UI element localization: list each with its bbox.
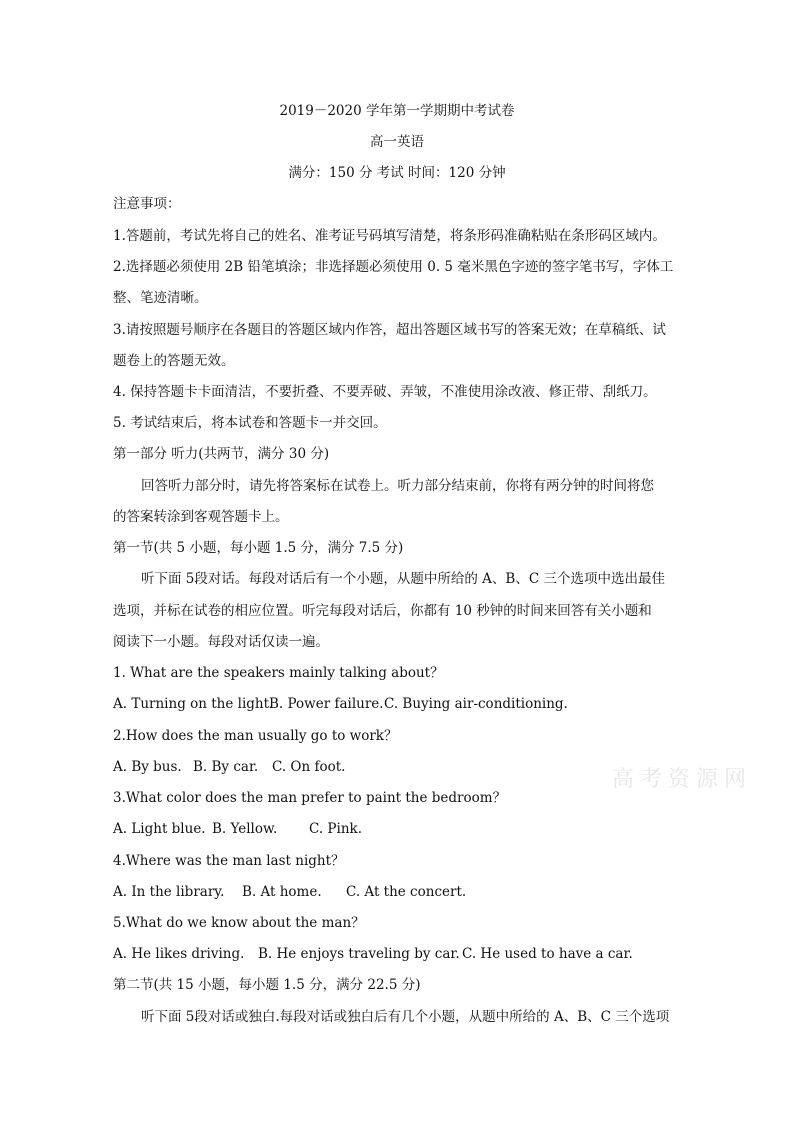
question-1: 1. What are the speakers mainly talking about？ [113, 665, 444, 681]
section1-intro-2: 选项，并标在试卷的相应位置。听完每段对话后，你都有 10 秒钟的时间来回答有关小题和 [113, 603, 652, 619]
option-b: B. Yellow. [212, 821, 278, 837]
section1-intro-3: 阅读下一小题。每段对话仅读一遍。 [113, 634, 329, 650]
exam-subject: 高一英语 [370, 134, 424, 150]
option-b: B. Power failure. [269, 696, 384, 712]
option-a: A. Light blue. [113, 821, 206, 837]
option-a: A. Turning on the light. [113, 696, 274, 712]
notice-heading: 注意事项： [113, 196, 181, 212]
option-c: C. Buying air-conditioning. [384, 696, 568, 712]
notice-item-4: 4. 保持答题卡卡面清洁，不要折叠、不要弄破、弄皱，不准使用涂改液、修正带、刮纸刀。 [113, 384, 657, 400]
question-4: 4.Where was the man last night？ [113, 853, 345, 869]
option-c: C. At the concert. [346, 884, 467, 900]
section1-intro-1: 听下面 5段对话。每段对话后有一个小题，从题中所给的 A、B、C 三个选项中选出最佳 [141, 571, 665, 587]
question-3: 3.What color does the man prefer to paint the bedroom？ [113, 790, 507, 806]
question-5-options [113, 944, 683, 964]
notice-item-5: 5. 考试结束后，将本试卷和答题卡一并交回。 [113, 415, 387, 431]
part1-intro-2: 的答案转涂到客观答题卡上。 [113, 509, 289, 525]
watermark: 高考资源网 [612, 767, 753, 792]
question-2-options [113, 757, 683, 777]
part1-heading: 第一部分 听力(共两节，满分 30 分) [113, 446, 330, 462]
option-b: B. At home. [242, 884, 322, 900]
option-a: A. He likes driving. [113, 946, 245, 962]
option-c: C. On foot. [272, 759, 346, 775]
exam-meta: 满分：150 分 考试 时间：120 分钟 [288, 165, 506, 181]
notice-item-3: 3.请按照题号顺序在各题目的答题区域内作答，超出答题区域书写的答案无效；在草稿纸、试 [113, 322, 666, 338]
question-2: 2.How does the man usually go to work？ [113, 728, 398, 744]
option-c: C. Pink. [309, 821, 362, 837]
question-1-options [113, 694, 683, 714]
question-4-options [113, 882, 683, 902]
section2-heading: 第二节(共 15 小题，每小题 1.5 分，满分 22.5 分) [113, 977, 421, 993]
section1-heading: 第一节(共 5 小题，每小题 1.5 分，满分 7.5 分) [113, 540, 404, 556]
part1-intro-1: 回答听力部分时，请先将答案标在试卷上。听力部分结束前，你将有两分钟的时间将您 [141, 478, 654, 494]
option-a: A. By bus. [113, 759, 182, 775]
section2-intro-1: 听下面 5段对话或独白.每段对话或独白后有几个小题，从题中所给的 A、B、C 三个选项 [141, 1009, 670, 1025]
question-3-options [113, 819, 683, 839]
option-a: A. In the library. [113, 884, 225, 900]
option-b: B. By car. [193, 759, 259, 775]
notice-item-3-cont: 题卷上的答题无效。 [113, 353, 235, 369]
question-5: 5.What do we know about the man？ [113, 915, 365, 931]
notice-item-2-cont: 整、笔迹清晰。 [113, 290, 208, 306]
option-c: C. He used to have a car. [462, 946, 633, 962]
notice-item-1: 1.答题前，考试先将自己的姓名、准考证号码填写清楚，将条形码准确粘贴在条形码区域内。 [113, 228, 666, 244]
notice-item-2: 2.选择题必须使用 2B 铅笔填涂；非选择题必须使用 0. 5 毫米黑色字迹的签字笔书写，字体工 [113, 259, 674, 275]
exam-title: 2019－2020 学年第一学期期中考试卷 [279, 103, 515, 119]
option-b: B. He enjoys traveling by car. [258, 946, 460, 962]
